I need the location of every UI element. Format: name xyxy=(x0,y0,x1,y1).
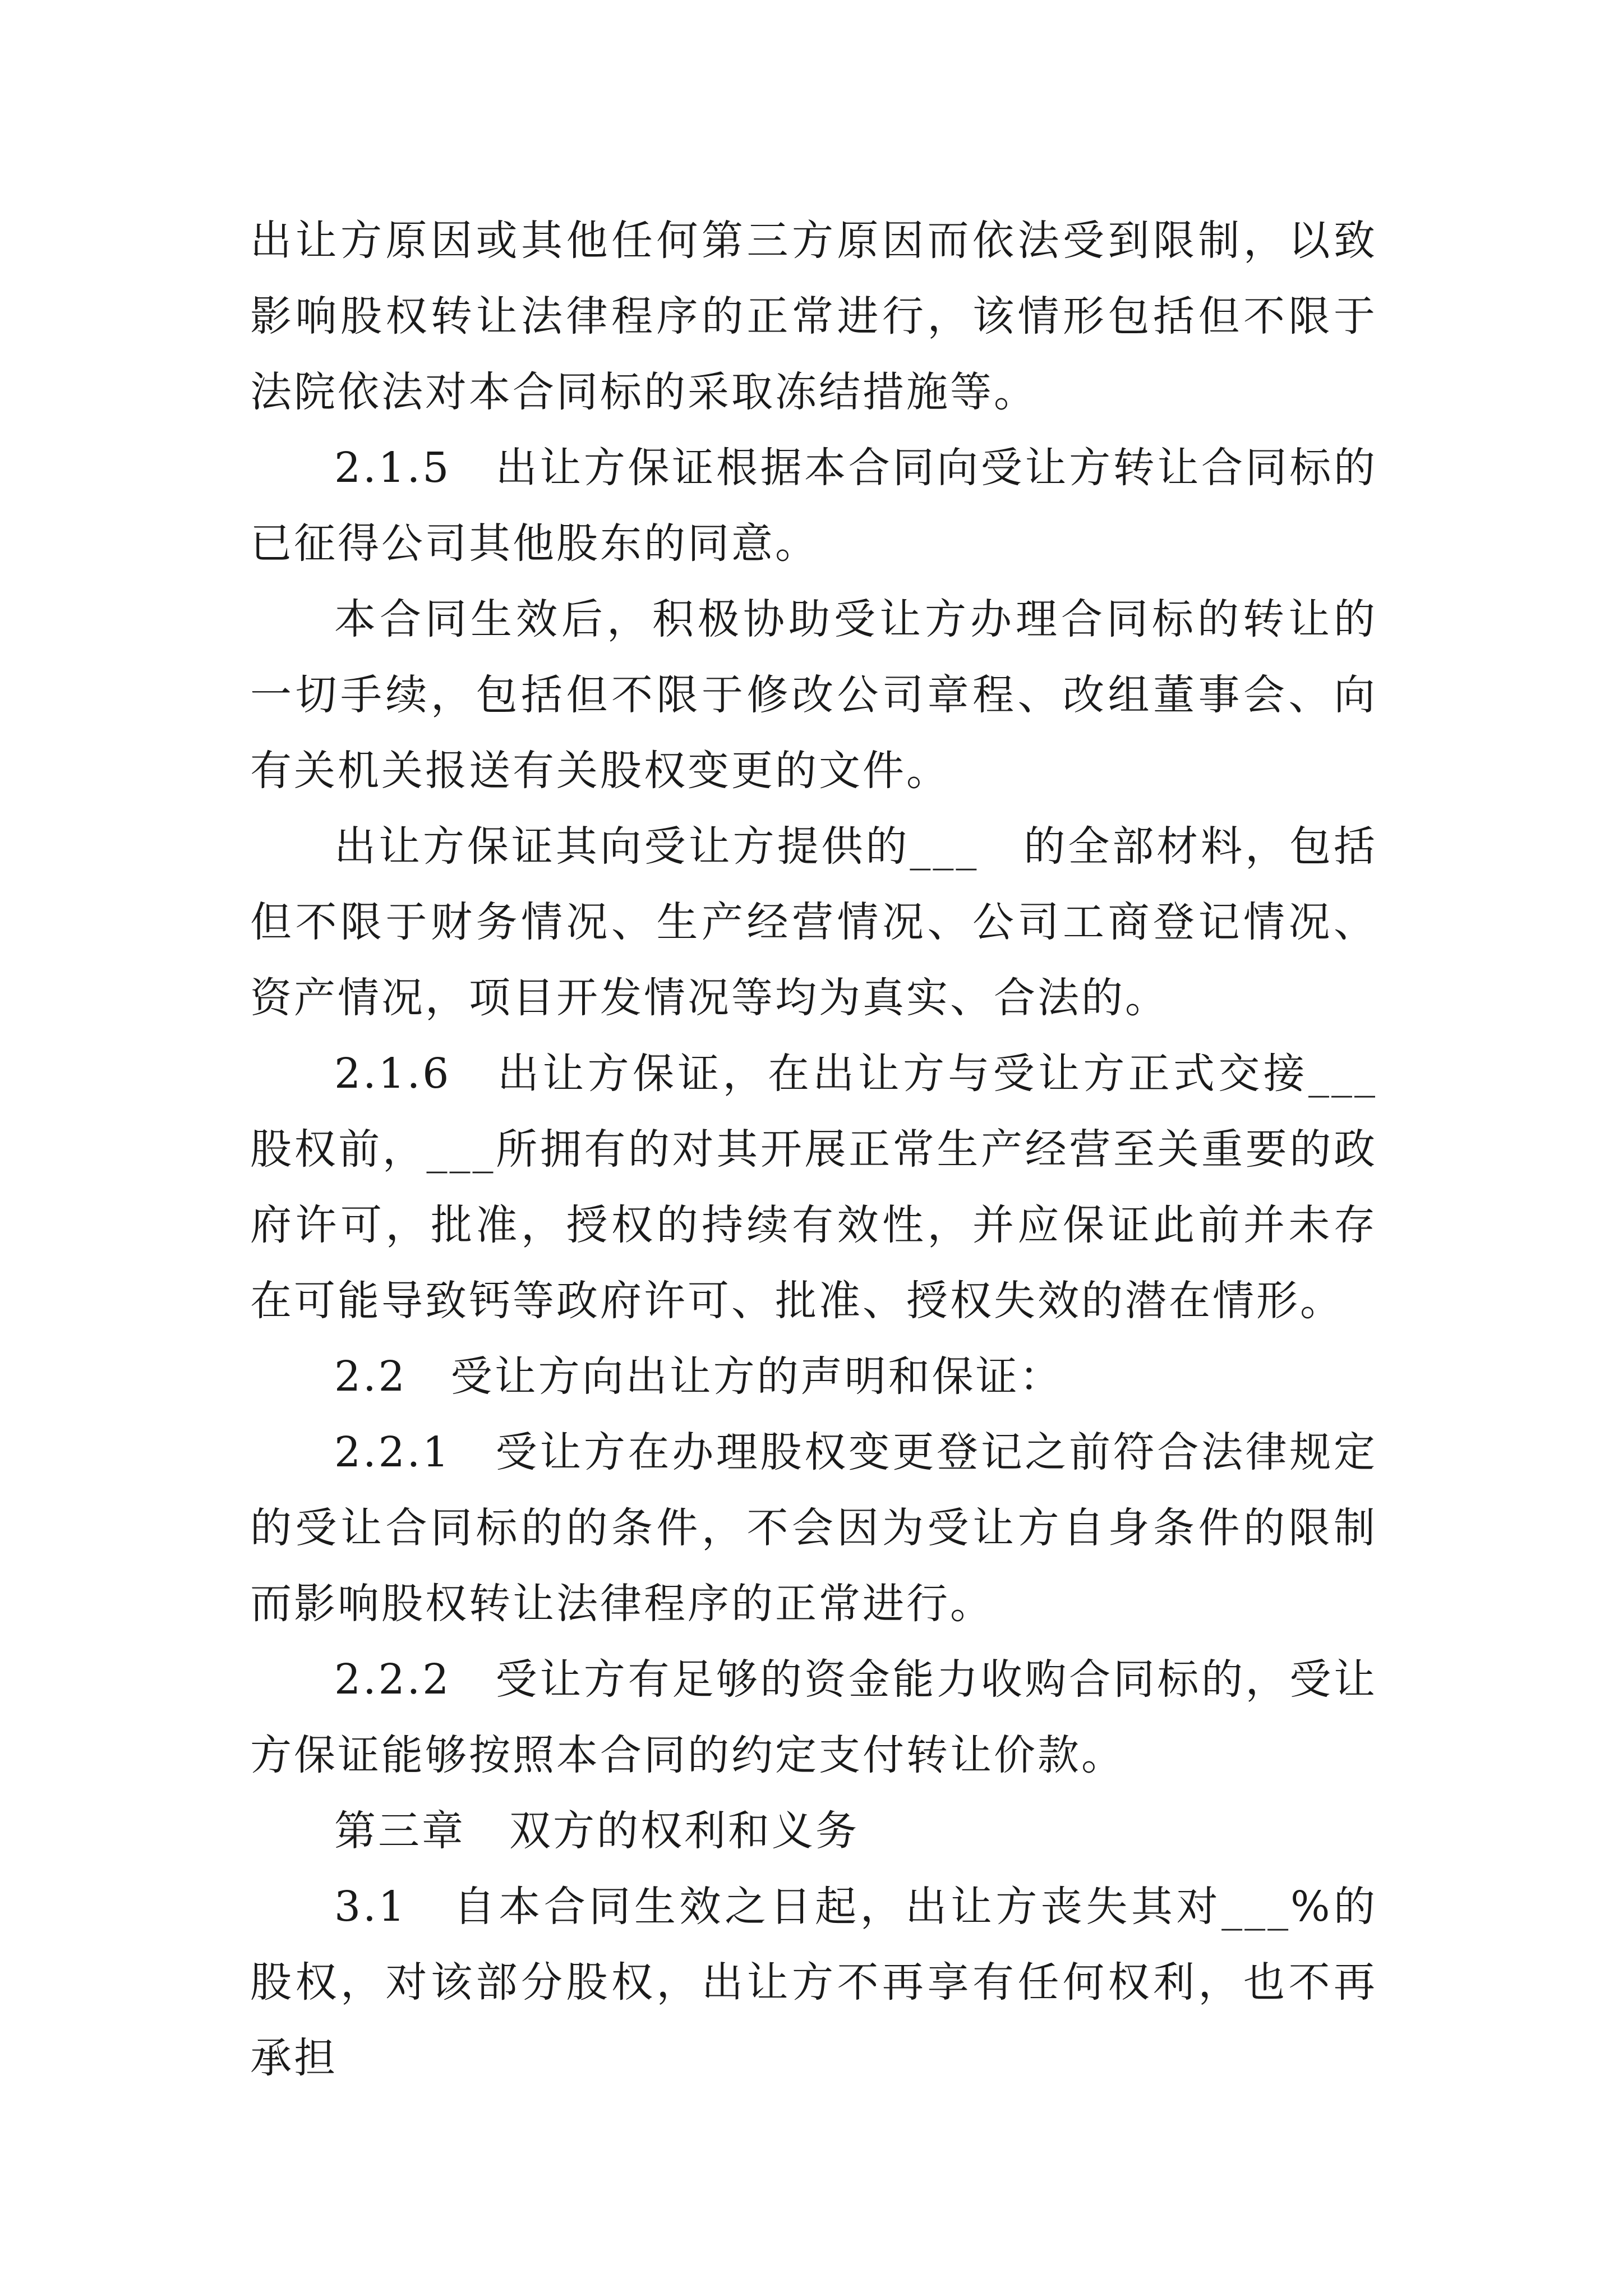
chapter-three-heading: 第三章 双方的权利和义务 xyxy=(334,1807,859,1855)
paragraph-2-1-6: 2.1.6 出让方保证，在出让方与受让方正式交接___股权前，___所拥有的对其开展正常生产经营至关重要的政府许可，批准，授权的持续有效性，并应保证此前并未存在可能导致钙等政府许可、批准、授权失效的潜在情形。 xyxy=(250,1050,1377,1325)
paragraph-2-1-5: 2.1.5 出让方保证根据本合同向受让方转让合同标的已征得公司其他股东的同意。 xyxy=(250,444,1377,568)
paragraph-2-2-2: 2.2.2 受让方有足够的资金能力收购合同标的，受让方保证能够按照本合同的约定支付转让价款。 xyxy=(250,1655,1377,1779)
paragraph-assist-transfer: 本合同生效后，积极协助受让方办理合同标的转让的一切手续，包括但不限于修改公司章程、改组董事会、向有关机关报送有关股权变更的文件。 xyxy=(250,595,1377,795)
paragraph-materials-guarantee: 出让方保证其向受让方提供的___ 的全部材料，包括但不限于财务情况、生产经营情况、公司工商登记情况、资产情况，项目开发情况等均为真实、合法的。 xyxy=(250,822,1377,1022)
paragraph-2-2: 2.2 受让方向出让方的声明和保证： xyxy=(334,1352,1063,1401)
document-body xyxy=(250,203,1377,2096)
paragraph-continuation: 出让方原因或其他任何第三方原因而依法受到限制，以致影响股权转让法律程序的正常进行，该情形包括但不限于法院依法对本合同标的采取冻结措施等。 xyxy=(250,217,1377,416)
paragraph-3-1: 3.1 自本合同生效之日起，出让方丧失其对___%的股权，对该部分股权，出让方不再享有任何权利，也不再承担 xyxy=(250,1883,1377,2082)
paragraph-2-2-1: 2.2.1 受让方在办理股权变更登记之前符合法律规定的受让合同标的的条件，不会因为受让方自身条件的限制而影响股权转让法律程序的正常进行。 xyxy=(250,1428,1377,1628)
